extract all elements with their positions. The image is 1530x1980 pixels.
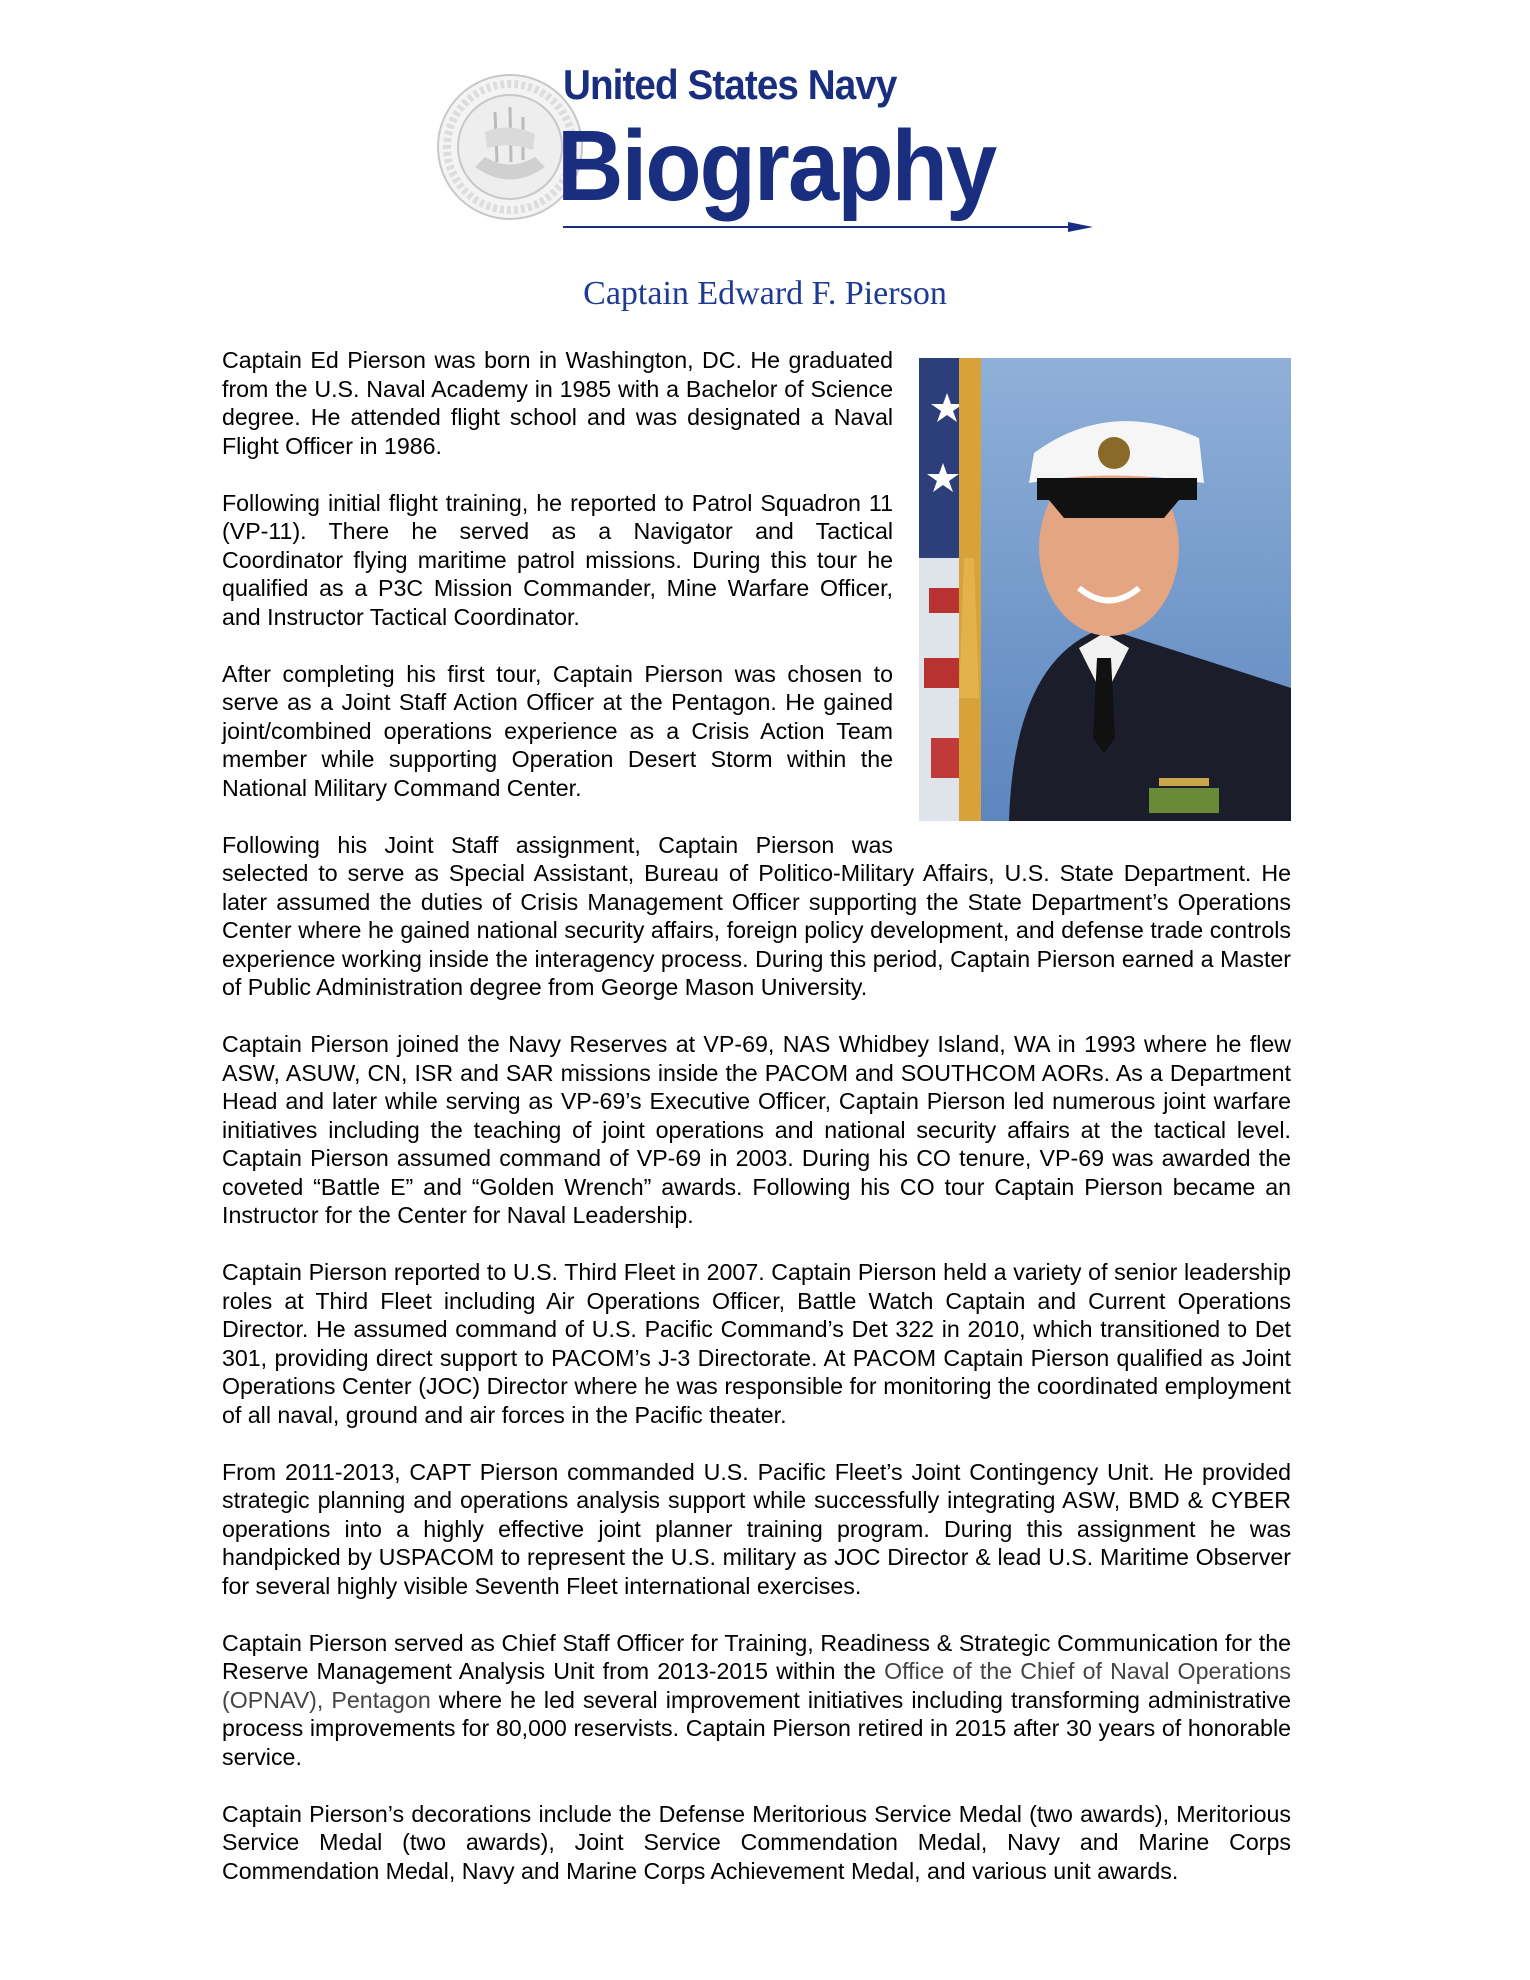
paragraph: Captain Pierson reported to U.S. Third Fleet in 2007. Captain Pierson held a variety of senior leadership roles at Third Fleet including Air Operations Officer, Battle Watch Captain and Current Operations Director. He assumed command of U.S. Pacific Command’s Det 322 in 2010, which transitioned to Det 301, providing direct support to PACOM’s J-3 Directorate. At PACOM Captain Pierson qualified as Joint Operations Center (JOC) Director where he was responsible for monitoring the coordinated employment of all naval, ground and air forces in the Pacific theater. xyxy=(222,1259,1291,1428)
arrow-icon xyxy=(563,220,1093,234)
biography-body xyxy=(222,346,1291,1914)
paragraph: From 2011-2013, CAPT Pierson commanded U.S. Pacific Fleet’s Joint Contingency Unit. He provided strategic planning and operations analysis support while successfully integrating ASW, BMD & CYBER operations into a highly effective joint planner training program. During this assignment he was handpicked by USPACOM to represent the U.S. military as JOC Director & lead U.S. Maritime Observer for several highly visible Seventh Fleet international exercises. xyxy=(222,1458,1291,1599)
logo-line2: Biography xyxy=(557,110,996,222)
paragraph-text: where he led several improvement initiatives including transforming administrative process improvements for 80,000 reservists. Captain Pierson retired in 2015 after 30 years of honorable service. xyxy=(222,1686,1291,1770)
paragraph: Captain Pierson joined the Navy Reserves at VP-69, NAS Whidbey Island, WA in 1993 where he flew ASW, ASUW, CN, ISR and SAR missions inside the PACOM and SOUTHCOM AORs. As a Department Head and later while serving as VP-69’s Executive Officer, Captain Pierson led numerous joint warfare initiatives including the teaching of joint operations and national security affairs at the tactical level. Captain Pierson assumed command of VP-69 in 2003. During his CO tenure, VP-69 was awarded the coveted “Battle E” and “Golden Wrench” awards. Following his CO tour Captain Pierson became an Instructor for the Center for Naval Leadership. xyxy=(222,1031,1291,1228)
page-title: Captain Edward F. Pierson xyxy=(583,275,947,312)
paragraph xyxy=(222,1629,1291,1772)
paragraph: Following initial flight training, he reported to Patrol Squadron 11 (VP-11). There he served as a Navigator and Tactical Coordinator flying maritime patrol missions. During this tour he qualified as a P3C Mission Commander, Mine Warfare Officer, and Instructor Tactical Coordinator. xyxy=(222,489,893,630)
logo-line1: United States Navy xyxy=(563,61,897,108)
paragraph: Following his Joint Staff assignment, Captain Pierson was selected to serve as Special Assistant, Bureau of Politico-Military Affairs, U.S. State Department. He later assumed the duties of Crisis Management Officer supporting the State Department’s Operations Center where he gained national security affairs, foreign policy development, and defense trade controls experience working inside the interagency process. During this period, Captain Pierson earned a Master of Public Administration degree from George Mason University. xyxy=(222,831,1291,1000)
navy-biography-logo xyxy=(435,62,1095,237)
portrait-photo xyxy=(919,358,1291,821)
opnav-text: Office of the Chief of Naval Operations (OPNAV), Pentagon xyxy=(222,1658,1291,1713)
paragraph: After completing his first tour, Captain Pierson was chosen to serve as a Joint Staff Action Officer at the Pentagon. He gained joint/combined operations experience as a Crisis Action Team member while supporting Operation Desert Storm within the National Military Command Center. xyxy=(222,660,893,801)
paragraph: Captain Pierson’s decorations include the Defense Meritorious Service Medal (two awards), Meritorious Service Medal (two awards), Joint Service Commendation Medal, Navy and Marine Corps Commendation Medal, Navy and Marine Corps Achievement Medal, and various unit awards. xyxy=(222,1800,1291,1884)
paragraph-text: Captain Pierson served as Chief Staff Officer for Training, Readiness & Strategic Communication for the Reserve Management Analysis Unit from 2013-2015 within the xyxy=(222,1629,1291,1684)
paragraph: Captain Ed Pierson was born in Washington, DC. He graduated from the U.S. Naval Academy in 1985 with a Bachelor of Science degree. He attended flight school and was designated a Naval Flight Officer in 1986. xyxy=(222,347,893,459)
